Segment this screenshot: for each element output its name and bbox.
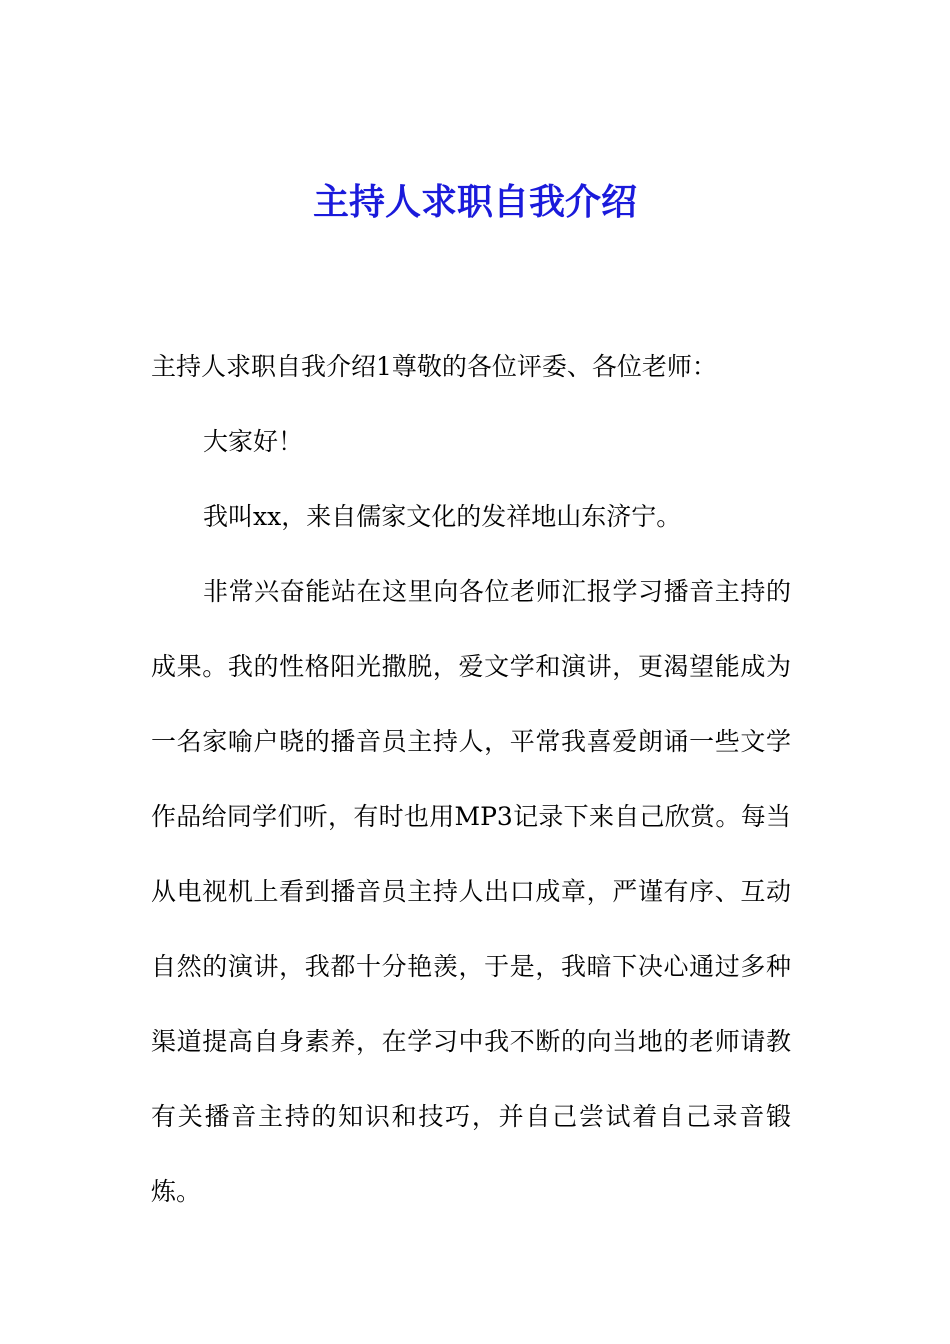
main-paragraph: 非常兴奋能站在这里向各位老师汇报学习播音主持的成果。我的性格阳光撒脱，爱文学和演讲，更渴望能成为一名家喻户晓的播音员主持人，平常我喜爱朗诵一些文学作品给同学们听，有时也用MP3记录下来自己欣赏。每当从电视机上看到播音员主持人出口成章，严谨有序、互动自然的演讲，我都十分艳羡，于是，我暗下决心通过多种渠道提高自身素养，在学习中我不断的向当地的老师请教有关播音主持的知识和技巧，并自己尝试着自己录音锻炼。 bbox=[151, 577, 791, 1206]
intro-paragraph: 我叫xx，来自儒家文化的发祥地山东济宁。 bbox=[203, 502, 682, 531]
salutation-paragraph: 主持人求职自我介绍1尊敬的各位评委、各位老师： bbox=[151, 352, 717, 381]
document-body bbox=[151, 329, 791, 1229]
greeting-paragraph: 大家好！ bbox=[203, 427, 304, 456]
document-title: 主持人求职自我介绍 bbox=[312, 181, 637, 223]
